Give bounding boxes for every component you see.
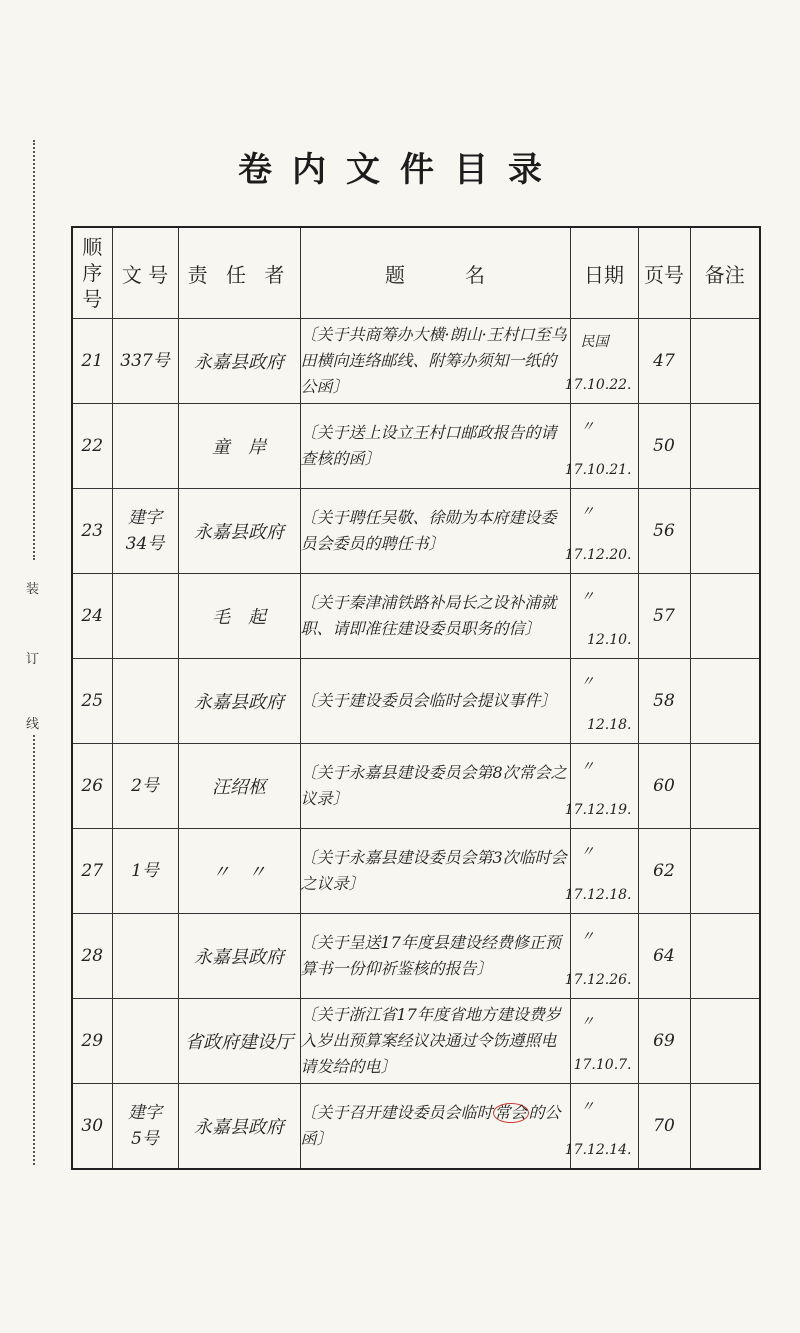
date-value: 12.10. [586, 632, 632, 648]
doc-title-text: 〔关于召开建设委员会临时 [300, 1103, 493, 1122]
cell-seq: 24 [72, 574, 112, 659]
header-page: 页号 [638, 227, 690, 319]
header-doc-no: 文 号 [112, 227, 178, 319]
cell-responsible: 永嘉县政府 [178, 1084, 300, 1170]
binding-line-top [33, 140, 35, 560]
header-seq-char: 序 [82, 261, 103, 285]
cell-doc-title [300, 829, 570, 914]
cell-page: 62 [638, 829, 690, 914]
cell-date [564, 744, 638, 829]
cell-page: 56 [638, 489, 690, 574]
doc-number-line: 建字 [128, 1103, 162, 1123]
doc-number-line: 建字 [128, 508, 162, 528]
cell-remarks [690, 999, 760, 1084]
cell-page: 58 [638, 659, 690, 744]
cell-responsible: 童 岸 [178, 404, 300, 489]
doc-title-text: 〔关于呈送17年度县建设经费修正预算书一份仰祈鉴核的报告〕 [300, 933, 561, 978]
cell-remarks [690, 574, 760, 659]
cell-seq: 29 [72, 999, 112, 1084]
cell-seq: 26 [72, 744, 112, 829]
cell-page: 64 [638, 914, 690, 999]
table-row [72, 999, 760, 1084]
cell-seq: 28 [72, 914, 112, 999]
table-row [72, 744, 760, 829]
header-remarks: 备注 [690, 227, 760, 319]
cell-remarks [690, 914, 760, 999]
cell-date [564, 489, 638, 574]
doc-title-text: 〔关于永嘉县建设委员会第8次常会之议录〕 [300, 763, 567, 808]
cell-date [564, 829, 638, 914]
header-row [72, 227, 760, 319]
cell-date [570, 999, 638, 1084]
cell-page: 69 [638, 999, 690, 1084]
table-row [72, 319, 760, 404]
header-seq-char: 顺 [82, 235, 103, 259]
binding-label-char: 订 [26, 652, 40, 667]
cell-doc-title [300, 744, 570, 829]
date-value: 17.12.26. [564, 972, 632, 988]
cell-page: 70 [638, 1084, 690, 1170]
cell-doc-no [112, 1084, 178, 1170]
header-seq-char: 号 [82, 287, 103, 311]
cell-responsible: 〃 〃 [178, 829, 300, 914]
cell-remarks [690, 744, 760, 829]
cell-date [570, 574, 638, 659]
cell-page: 47 [638, 319, 690, 404]
cell-responsible: 永嘉县政府 [178, 489, 300, 574]
doc-title-correction: 常会 [494, 1103, 527, 1122]
cell-responsible: 省政府建设厅 [178, 999, 300, 1084]
doc-title-text: 〔关于浙江省17年度省地方建设费岁入岁出预算案经议决通过令饬遵照电请发给的电〕 [300, 1005, 561, 1076]
cell-doc-title [300, 659, 570, 744]
date-prefix: 〃 [580, 844, 595, 860]
date-prefix: 〃 [580, 929, 595, 945]
doc-title-text: 〔关于建设委员会临时会提议事件〕 [300, 691, 557, 710]
cell-doc-title [300, 489, 570, 574]
cell-doc-no [112, 404, 178, 489]
cell-date [564, 1084, 638, 1170]
cell-doc-no [112, 914, 178, 999]
table-row [72, 404, 760, 489]
cell-remarks [690, 489, 760, 574]
page-title: 卷内文件目录 [238, 150, 562, 190]
header-responsible-label: 责 任 者 [187, 262, 291, 287]
cell-seq: 30 [72, 1084, 112, 1170]
cell-remarks [690, 404, 760, 489]
header-seq [72, 227, 112, 319]
cell-doc-title [300, 319, 570, 404]
header-responsible [178, 227, 300, 319]
cell-doc-no [112, 999, 178, 1084]
date-prefix: 民国 [580, 334, 609, 350]
cell-date [564, 404, 638, 489]
cell-page: 60 [638, 744, 690, 829]
cell-remarks [690, 829, 760, 914]
doc-title-text: 〔关于送上设立王村口邮政报告的请查核的函〕 [300, 423, 557, 468]
cell-page: 57 [638, 574, 690, 659]
doc-number-line: 1号 [131, 861, 159, 881]
cell-remarks [690, 319, 760, 404]
doc-number-line: 34号 [125, 534, 165, 554]
date-prefix: 〃 [580, 1014, 595, 1030]
cell-responsible: 永嘉县政府 [178, 659, 300, 744]
doc-title-text: 〔关于永嘉县建设委员会第3次临时会之议录〕 [300, 848, 567, 893]
table-row [72, 489, 760, 574]
date-prefix: 〃 [580, 504, 595, 520]
cell-doc-title [300, 404, 570, 489]
header-doc-title: 题 名 [300, 227, 570, 319]
cell-remarks [690, 1084, 760, 1170]
doc-number-line: 2号 [131, 776, 159, 796]
header-date: 日期 [570, 227, 638, 319]
cell-doc-title [300, 1084, 570, 1170]
date-prefix: 〃 [580, 674, 595, 690]
table-row [72, 1084, 760, 1170]
cell-doc-no [112, 319, 178, 404]
cell-doc-no [112, 829, 178, 914]
cell-doc-no [112, 574, 178, 659]
cell-remarks [690, 659, 760, 744]
cell-doc-no [112, 744, 178, 829]
cell-seq: 27 [72, 829, 112, 914]
date-value: 12.18. [586, 717, 632, 733]
doc-number-line: 337号 [120, 351, 170, 371]
cell-date [570, 659, 638, 744]
date-prefix: 〃 [580, 1099, 595, 1115]
date-value: 17.10.7. [573, 1057, 632, 1073]
doc-title-tail: 的公函〕 [300, 1103, 561, 1148]
file-catalog-table [71, 226, 761, 1170]
date-value: 17.12.20. [564, 547, 632, 563]
doc-title-text: 〔关于秦津浦铁路补局长之设补浦就职、请即准往建设委员职务的信〕 [300, 593, 557, 638]
table-row [72, 829, 760, 914]
cell-seq: 22 [72, 404, 112, 489]
cell-responsible: 毛 起 [178, 574, 300, 659]
doc-title-text: 〔关于聘任吴敬、徐勋为本府建设委员会委员的聘任书〕 [300, 508, 557, 553]
cell-doc-title [300, 574, 570, 659]
catalog-rows [72, 319, 760, 1170]
table-row [72, 574, 760, 659]
cell-doc-title [300, 914, 570, 999]
date-prefix: 〃 [580, 419, 595, 435]
cell-doc-no [112, 659, 178, 744]
cell-seq: 21 [72, 319, 112, 404]
cell-responsible: 永嘉县政府 [178, 319, 300, 404]
date-value: 17.12.14. [564, 1142, 632, 1158]
cell-responsible: 汪绍枢 [178, 744, 300, 829]
cell-seq: 25 [72, 659, 112, 744]
date-value: 17.10.21. [564, 462, 632, 478]
date-value: 17.10.22. [564, 377, 632, 393]
cell-responsible: 永嘉县政府 [178, 914, 300, 999]
doc-number-line: 5号 [131, 1129, 159, 1149]
binding-label-char: 装 [26, 582, 40, 597]
date-value: 17.12.19. [564, 802, 632, 818]
cell-doc-no [112, 489, 178, 574]
binding-line-bottom [33, 735, 35, 1165]
date-prefix: 〃 [580, 589, 595, 605]
cell-date [564, 319, 638, 404]
cell-page: 50 [638, 404, 690, 489]
table-row [72, 659, 760, 744]
cell-date [564, 914, 638, 999]
date-prefix: 〃 [580, 759, 595, 775]
doc-title-text: 〔关于共商筹办大横·朗山·王村口至乌田横向连络邮线、附筹办须知一纸的公函〕 [300, 325, 567, 396]
binding-label-char: 线 [26, 717, 40, 732]
cell-seq: 23 [72, 489, 112, 574]
cell-doc-title [300, 999, 570, 1084]
date-value: 17.12.18. [564, 887, 632, 903]
table-row [72, 914, 760, 999]
